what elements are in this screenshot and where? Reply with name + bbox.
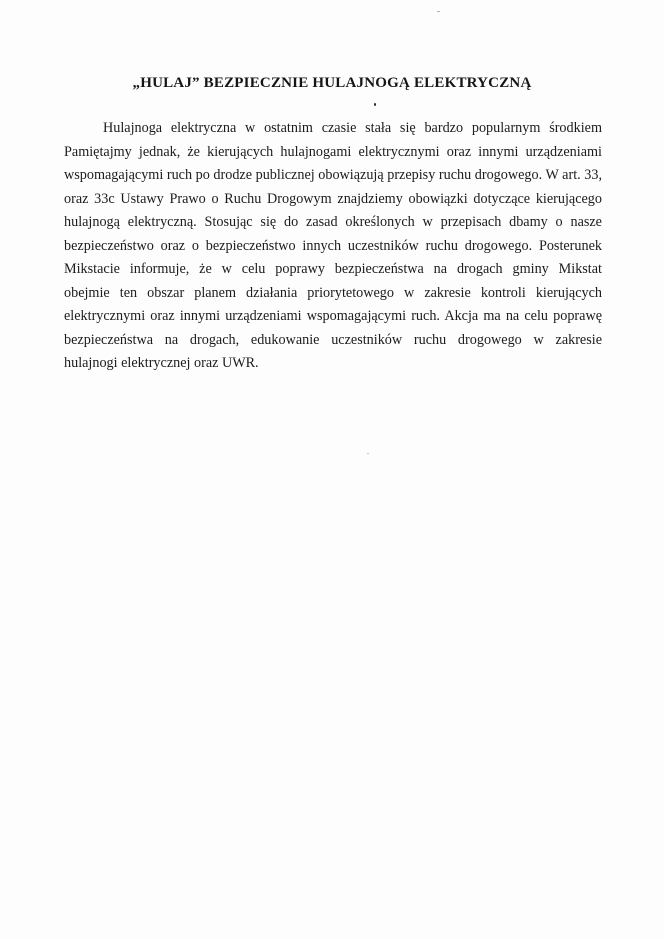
body-paragraph	[64, 117, 602, 376]
body-line: elektrycznymi oraz innymi urządzeniami wspomagającymi ruch. Akcja ma na celu poprawę	[64, 308, 602, 324]
body-line: Pamiętajmy jednak, że kierujących hulajnogami elektrycznymi oraz innymi urządzeniami	[64, 143, 602, 160]
body-line: Hulajnoga elektryczna w ostatnim czasie stała się bardzo popularnym środkiem	[103, 120, 602, 136]
body-line: wspomagającymi ruch po drodze publicznej obowiązują przepisy ruchu drogowego. W art. 33,	[64, 167, 602, 183]
body-line: obejmie ten obszar planem działania priorytetowego w zakresie kontroli kierujących	[64, 284, 602, 301]
scan-speck	[437, 11, 440, 12]
body-line: hulajnogą elektryczną. Stosując się do zasad określonych w przepisach dbamy o nasze	[64, 214, 602, 230]
body-line: Mikstacie informuje, że w celu poprawy bezpieczeństwa na drogach gminy Mikstat	[64, 261, 602, 277]
scan-speck	[367, 453, 369, 454]
body-line: oraz 33c Ustawy Prawo o Ruchu Drogowym znajdziemy obowiązki dotyczące kierującego	[64, 190, 602, 207]
body-line: bezpieczeństwo oraz o bezpieczeństwo innych uczestników ruchu drogowego. Posterunek	[64, 237, 602, 254]
body-line: hulajnogi elektrycznej oraz UWR.	[64, 355, 259, 371]
scan-speck	[374, 103, 376, 106]
body-line: bezpieczeństwa na drogach, edukowanie uczestników ruchu drogowego w zakresie	[64, 331, 602, 348]
document-title: „HULAJ” BEZPIECZNIE HULAJNOGĄ ELEKTRYCZNĄ	[132, 75, 532, 91]
